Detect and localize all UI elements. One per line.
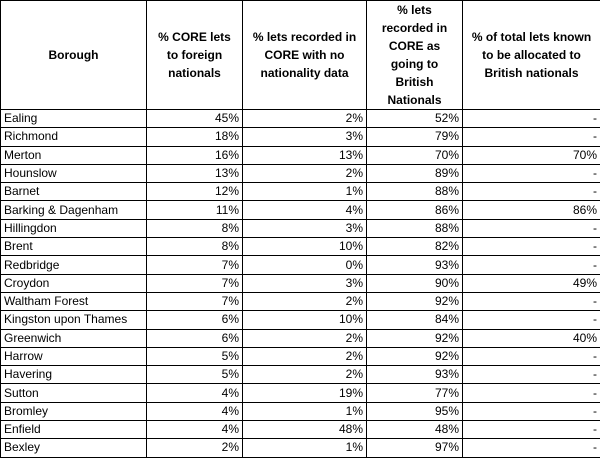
cell-borough: Hounslow <box>1 164 147 182</box>
cell-borough: Barking & Dagenham <box>1 201 147 219</box>
cell-borough: Croydon <box>1 274 147 292</box>
cell-british-core: 82% <box>367 238 463 256</box>
cell-british-core: 92% <box>367 292 463 310</box>
cell-foreign-nationals: 2% <box>147 439 243 457</box>
cell-no-nationality-data: 2% <box>243 110 367 128</box>
cell-foreign-nationals: 16% <box>147 146 243 164</box>
cell-british-total: - <box>463 256 600 274</box>
cell-borough: Richmond <box>1 128 147 146</box>
table-row <box>1 402 600 420</box>
cell-foreign-nationals: 11% <box>147 201 243 219</box>
cell-foreign-nationals: 13% <box>147 164 243 182</box>
table-row <box>1 201 600 219</box>
cell-no-nationality-data: 3% <box>243 128 367 146</box>
header-foreign-nationals: % CORE lets to foreign nationals <box>147 1 243 110</box>
header-row <box>1 1 600 110</box>
cell-borough: Bromley <box>1 402 147 420</box>
cell-british-core: 93% <box>367 256 463 274</box>
cell-british-core: 48% <box>367 421 463 439</box>
cell-borough: Hillingdon <box>1 219 147 237</box>
cell-foreign-nationals: 12% <box>147 183 243 201</box>
cell-no-nationality-data: 10% <box>243 238 367 256</box>
cell-no-nationality-data: 10% <box>243 311 367 329</box>
table-row <box>1 164 600 182</box>
cell-no-nationality-data: 1% <box>243 402 367 420</box>
table-row <box>1 366 600 384</box>
cell-no-nationality-data: 0% <box>243 256 367 274</box>
table-header <box>1 1 600 110</box>
table-row <box>1 219 600 237</box>
header-british-total: % of total lets known to be allocated to British nationals <box>463 1 600 110</box>
cell-british-total: - <box>463 366 600 384</box>
cell-british-core: 97% <box>367 439 463 457</box>
cell-british-total: - <box>463 183 600 201</box>
cell-british-core: 92% <box>367 329 463 347</box>
table-row <box>1 256 600 274</box>
cell-british-core: 77% <box>367 384 463 402</box>
cell-no-nationality-data: 2% <box>243 292 367 310</box>
header-borough: Borough <box>1 1 147 110</box>
table-row <box>1 311 600 329</box>
table-row <box>1 183 600 201</box>
cell-foreign-nationals: 4% <box>147 402 243 420</box>
cell-foreign-nationals: 6% <box>147 329 243 347</box>
cell-foreign-nationals: 6% <box>147 311 243 329</box>
cell-british-core: 86% <box>367 201 463 219</box>
cell-foreign-nationals: 4% <box>147 384 243 402</box>
cell-british-core: 79% <box>367 128 463 146</box>
cell-british-total: - <box>463 238 600 256</box>
table-row <box>1 238 600 256</box>
cell-british-core: 88% <box>367 183 463 201</box>
cell-foreign-nationals: 4% <box>147 421 243 439</box>
cell-borough: Sutton <box>1 384 147 402</box>
cell-british-core: 89% <box>367 164 463 182</box>
cell-british-total: - <box>463 421 600 439</box>
cell-no-nationality-data: 2% <box>243 164 367 182</box>
cell-british-total: - <box>463 164 600 182</box>
table-row <box>1 292 600 310</box>
cell-no-nationality-data: 19% <box>243 384 367 402</box>
cell-british-total: - <box>463 292 600 310</box>
cell-borough: Bexley <box>1 439 147 457</box>
cell-british-total: - <box>463 128 600 146</box>
cell-british-total: - <box>463 384 600 402</box>
cell-borough: Merton <box>1 146 147 164</box>
cell-foreign-nationals: 5% <box>147 347 243 365</box>
cell-british-core: 92% <box>367 347 463 365</box>
cell-british-core: 52% <box>367 110 463 128</box>
cell-borough: Brent <box>1 238 147 256</box>
cell-no-nationality-data: 1% <box>243 439 367 457</box>
cell-no-nationality-data: 3% <box>243 219 367 237</box>
table-row <box>1 329 600 347</box>
cell-no-nationality-data: 3% <box>243 274 367 292</box>
cell-foreign-nationals: 8% <box>147 238 243 256</box>
table-row <box>1 274 600 292</box>
cell-british-total: 70% <box>463 146 600 164</box>
cell-foreign-nationals: 7% <box>147 256 243 274</box>
cell-borough: Havering <box>1 366 147 384</box>
cell-british-total: - <box>463 347 600 365</box>
cell-british-core: 88% <box>367 219 463 237</box>
cell-foreign-nationals: 7% <box>147 292 243 310</box>
table-row <box>1 421 600 439</box>
cell-british-core: 95% <box>367 402 463 420</box>
cell-british-core: 84% <box>367 311 463 329</box>
cell-foreign-nationals: 8% <box>147 219 243 237</box>
cell-british-total: - <box>463 311 600 329</box>
cell-british-core: 90% <box>367 274 463 292</box>
table-row <box>1 128 600 146</box>
table-body <box>1 110 600 458</box>
header-british-core: % lets recorded in CORE as going to British Nationals <box>367 1 463 110</box>
cell-no-nationality-data: 1% <box>243 183 367 201</box>
cell-british-core: 70% <box>367 146 463 164</box>
cell-no-nationality-data: 13% <box>243 146 367 164</box>
cell-british-total: 40% <box>463 329 600 347</box>
cell-no-nationality-data: 2% <box>243 347 367 365</box>
table-row <box>1 146 600 164</box>
cell-borough: Enfield <box>1 421 147 439</box>
table-row <box>1 384 600 402</box>
cell-borough: Kingston upon Thames <box>1 311 147 329</box>
cell-borough: Barnet <box>1 183 147 201</box>
table-row <box>1 439 600 457</box>
cell-foreign-nationals: 7% <box>147 274 243 292</box>
cell-borough: Greenwich <box>1 329 147 347</box>
cell-foreign-nationals: 5% <box>147 366 243 384</box>
cell-foreign-nationals: 18% <box>147 128 243 146</box>
cell-british-total: 86% <box>463 201 600 219</box>
header-no-nationality-data: % lets recorded in CORE with no nationality data <box>243 1 367 110</box>
cell-foreign-nationals: 45% <box>147 110 243 128</box>
cell-no-nationality-data: 2% <box>243 329 367 347</box>
cell-no-nationality-data: 4% <box>243 201 367 219</box>
table-row <box>1 347 600 365</box>
cell-british-total: 49% <box>463 274 600 292</box>
cell-british-total: - <box>463 439 600 457</box>
cell-borough: Redbridge <box>1 256 147 274</box>
table-row <box>1 110 600 128</box>
cell-british-total: - <box>463 219 600 237</box>
cell-british-total: - <box>463 110 600 128</box>
cell-british-total: - <box>463 402 600 420</box>
cell-borough: Harrow <box>1 347 147 365</box>
cell-no-nationality-data: 48% <box>243 421 367 439</box>
cell-borough: Waltham Forest <box>1 292 147 310</box>
cell-borough: Ealing <box>1 110 147 128</box>
cell-british-core: 93% <box>367 366 463 384</box>
cell-no-nationality-data: 2% <box>243 366 367 384</box>
